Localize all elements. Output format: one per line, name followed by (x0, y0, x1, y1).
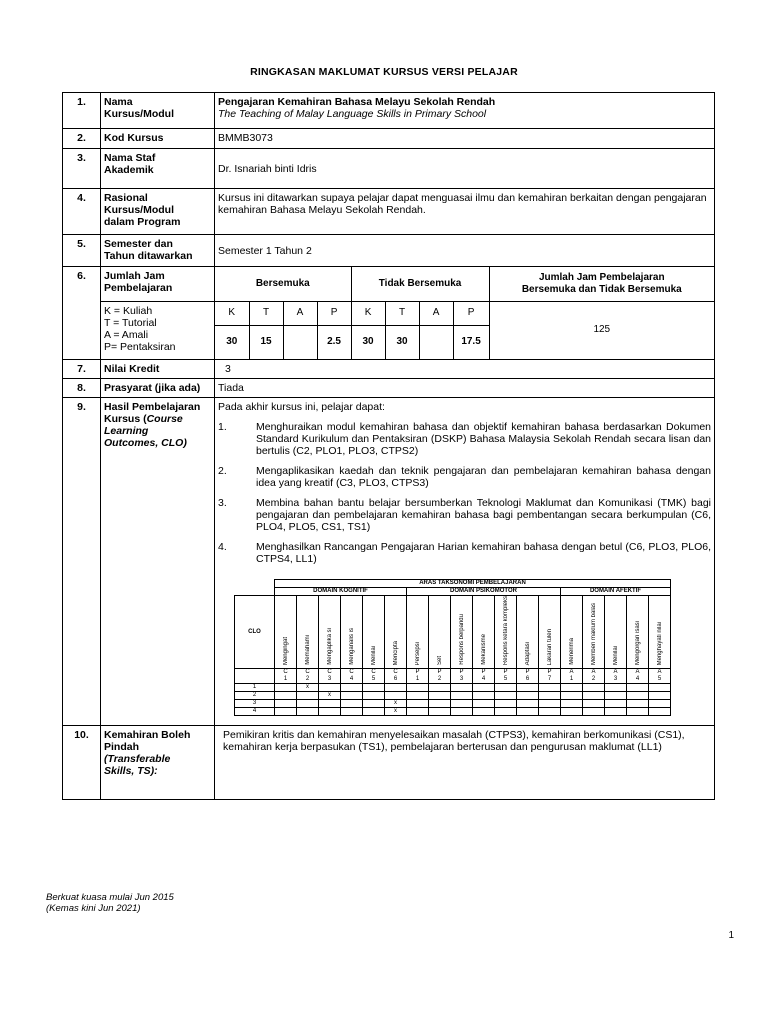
taxonomy-mark (297, 692, 319, 700)
taxonomy-mark (517, 700, 539, 708)
taxonomy-mark (473, 700, 495, 708)
taxonomy-mark (341, 700, 363, 708)
clo-header: CLO (235, 596, 275, 669)
taxonomy-mark (561, 700, 583, 708)
taxonomy-mark (539, 708, 561, 716)
taxonomy-code: C 6 (385, 669, 407, 684)
taxonomy-level: Persepsi (407, 596, 429, 669)
course-name-en: The Teaching of Malay Language Skills in Primary School (218, 108, 487, 120)
taxonomy-mark (649, 700, 671, 708)
taxonomy-mark (473, 692, 495, 700)
taxonomy-mark (495, 692, 517, 700)
row-learning-outcomes: 9. Hasil Pembelajaran Kursus (Course Learning Outcomes, CLO) Pada akhir kursus ini, pelajar dapat: 1. Menghuraikan modul kemahiran bahasa dan objektif kemahiran bahasa berdasarkan Dokumen Standard Kurikulum dan Pentaksiran (DSKP) Bahasa Malaysia Sekolah Rendah secara lisan dan bertulis (C2, PLO1, PLO3, CTPS2) 2. Mengaplikasikan kaedah dan teknik pengajaran dan pembelajaran kemahiran bahasa dengan idea yang kreatif (C3, PLO3, CTPS3) 3. Membina bahan bantu belajar bersumberkan Teknologi Maklumat dan Komunikasi (TMK) bagi pengajaran dan pembelajaran kemahiran bahasa bagi pembentangan secara berkumpulan (C6, PLO4, PLO5, CS1, TS1) 4. Menghasilkan Rancangan Pengajaran Harian kemahiran bahasa dengan betul (C6, PLO3, PLO6, CTPS4, LL1) ARAS TAKSONOMI PEMBELAJARAN DOMAIN KOGNITIF DOMAIN PSIKOMOTOR DOMAIN AFEKTIF CLO Mengingat Memahami Mengaplika si Menganalis is Menilai Mencipta Persepsi Set Respons berpandu Mekanisme Respons ketara kompleks Adaptasi Lakaran tulen Menerima Memberi maklum balas Menilai Mengorgan isasi Menghayati nilai C 1 C 2 C 3 C 4 C 5 C 6 P 1 P 2 P 3 P 4 P 5 P 6 P 7 A 1 A 2 A 3 A 4 A 5 1 x 2 x 3 x 4 x (63, 398, 715, 726)
taxonomy-level: Menilai (363, 596, 385, 669)
row-learning-hours: 6. Jumlah Jam Pembelajaran K = Kuliah T = Tutorial A = Amali P= Pentaksiran Bersemuka Tidak Bersemuka Jumlah Jam Pembelajaran Bersemuka dan Tidak Bersemuka K T A P K T A P 125 30 15 2.5 30 30 17.5 (63, 267, 715, 360)
taxonomy-mark (407, 692, 429, 700)
taxonomy-mark (583, 684, 605, 692)
course-info-table (62, 92, 715, 800)
taxonomy-mark (649, 692, 671, 700)
taxonomy-mark (275, 692, 297, 700)
taxonomy-code: A 1 (561, 669, 583, 684)
page-number: 1 (728, 930, 734, 941)
row-credit-value: 7. Nilai Kredit 3 (63, 360, 715, 379)
taxonomy-mark (561, 708, 583, 716)
taxonomy-code: P 2 (429, 669, 451, 684)
taxonomy-level: Memberi maklum balas (583, 596, 605, 669)
taxonomy-level: Respons ketara kompleks (495, 596, 517, 669)
taxonomy-row (235, 684, 671, 692)
taxonomy-mark (363, 684, 385, 692)
taxonomy-mark (451, 700, 473, 708)
taxonomy-code: P 4 (473, 669, 495, 684)
taxonomy-table (234, 579, 671, 716)
taxonomy-mark: x (297, 684, 319, 692)
row-course-name: 1. Nama Kursus/Modul Pengajaran Kemahiran Bahasa Melayu Sekolah Rendah The Teaching of Malay Language Skills in Primary School (63, 93, 715, 129)
taxonomy-mark (495, 708, 517, 716)
taxonomy-mark (539, 700, 561, 708)
taxonomy-level: Mengingat (275, 596, 297, 669)
hours-table: Bersemuka Tidak Bersemuka Jumlah Jam Pembelajaran Bersemuka dan Tidak Bersemuka K T A P K T A P 125 30 15 2.5 30 30 17.5 (215, 267, 714, 359)
taxonomy-mark (605, 684, 627, 692)
taxonomy-mark (495, 700, 517, 708)
taxonomy-mark (341, 684, 363, 692)
taxonomy-mark (341, 708, 363, 716)
footer-note: Berkuat kuasa mulai Jun 2015 (Kemas kini Jun 2021) (46, 892, 174, 914)
taxonomy-level: Menganalis is (341, 596, 363, 669)
taxonomy-mark (539, 684, 561, 692)
domain-afektif: DOMAIN AFEKTIF (561, 588, 671, 596)
clo-intro: Pada akhir kursus ini, pelajar dapat: (218, 401, 385, 413)
taxonomy-row (235, 708, 671, 716)
total-hours: 125 (489, 301, 714, 359)
taxonomy-mark (275, 700, 297, 708)
taxonomy-code: C 1 (275, 669, 297, 684)
document-title: RINGKASAN MAKLUMAT KURSUS VERSI PELAJAR (250, 66, 518, 78)
taxonomy-code: P 1 (407, 669, 429, 684)
taxonomy-level: Menilai (605, 596, 627, 669)
taxonomy-mark: x (385, 708, 407, 716)
taxonomy-mark (627, 708, 649, 716)
taxonomy-mark (649, 684, 671, 692)
taxonomy-mark (517, 684, 539, 692)
taxonomy-mark (605, 708, 627, 716)
taxonomy-level: Lakaran tulen (539, 596, 561, 669)
taxonomy-level: Set (429, 596, 451, 669)
taxonomy-code: P 6 (517, 669, 539, 684)
taxonomy-code: P 7 (539, 669, 561, 684)
taxonomy-row (235, 700, 671, 708)
taxonomy-mark (627, 684, 649, 692)
taxonomy-level: Mengaplika si (319, 596, 341, 669)
taxonomy-code: P 3 (451, 669, 473, 684)
taxonomy-mark (407, 708, 429, 716)
taxonomy-mark (275, 708, 297, 716)
taxonomy-mark (451, 708, 473, 716)
semester-value: Semester 1 Tahun 2 (215, 235, 715, 267)
row-transferable-skills: 10. Kemahiran Boleh Pindah (Transferable Skills, TS): Pemikiran kritis dan kemahiran menyelesaikan masalah (CTPS3), kemahiran berkomunikasi (CS1), kemahiran kerja berpasukan (TS1), pembelajaran berterusan dan pengurusan maklumat (LL1) (63, 726, 715, 800)
taxonomy-mark (341, 692, 363, 700)
hours-legend: K = Kuliah T = Tutorial A = Amali P= Pentaksiran (104, 305, 176, 353)
row-prerequisite: 8. Prasyarat (jika ada) Tiada (63, 379, 715, 398)
course-name-ms: Pengajaran Kemahiran Bahasa Melayu Sekolah Rendah (218, 96, 496, 108)
taxonomy-level: Menerima (561, 596, 583, 669)
credit-value: 3 (215, 360, 715, 379)
domain-psikomotor: DOMAIN PSIKOMOTOR (407, 588, 561, 596)
taxonomy-mark (407, 684, 429, 692)
taxonomy-mark (495, 684, 517, 692)
taxonomy-mark (297, 700, 319, 708)
taxonomy-clo-number: 4 (235, 708, 275, 716)
taxonomy-mark (605, 692, 627, 700)
taxonomy-code: C 3 (319, 669, 341, 684)
taxonomy-clo-number: 3 (235, 700, 275, 708)
taxonomy-mark (429, 684, 451, 692)
taxonomy-level: Adaptasi (517, 596, 539, 669)
taxonomy-code: A 3 (605, 669, 627, 684)
taxonomy-mark: x (319, 692, 341, 700)
taxonomy-title: ARAS TAKSONOMI PEMBELAJARAN (275, 580, 671, 588)
prerequisite-value: Tiada (215, 379, 715, 398)
row-academic-staff: 3. Nama Staf Akademik Dr. Isnariah binti Idris (63, 149, 715, 189)
taxonomy-clo-number: 1 (235, 684, 275, 692)
taxonomy-mark (627, 692, 649, 700)
taxonomy-mark (473, 684, 495, 692)
row-rationale: 4. Rasional Kursus/Modul dalam Program Kursus ini ditawarkan supaya pelajar dapat menguasai ilmu dan kemahiran berkaitan dengan pengajaran kemahiran Bahasa Melayu Sekolah Rendah. (63, 189, 715, 235)
transferable-skills-text: Pemikiran kritis dan kemahiran menyelesaikan masalah (CTPS3), kemahiran berkomunikasi (CS1), kemahiran kerja berpasukan (TS1), pembelajaran berterusan dan pengurusan maklumat (LL1) (215, 726, 715, 800)
staff-name: Dr. Isnariah binti Idris (215, 149, 715, 189)
taxonomy-mark (385, 684, 407, 692)
taxonomy-code: C 4 (341, 669, 363, 684)
taxonomy-mark (517, 708, 539, 716)
taxonomy-row (235, 692, 671, 700)
row-course-code: 2. Kod Kursus BMMB3073 (63, 129, 715, 149)
clo-list (218, 421, 711, 565)
taxonomy-mark (407, 700, 429, 708)
taxonomy-mark (297, 708, 319, 716)
taxonomy-level: Mencipta (385, 596, 407, 669)
taxonomy-mark (561, 692, 583, 700)
taxonomy-mark (319, 700, 341, 708)
taxonomy-mark (517, 692, 539, 700)
taxonomy-mark (583, 700, 605, 708)
taxonomy-mark (319, 708, 341, 716)
list-item: 4. Menghasilkan Rancangan Pengajaran Harian kemahiran bahasa dengan betul (C6, PLO3, PLO6, CTPS4, LL1) (218, 541, 711, 565)
taxonomy-level: Respons berpandu (451, 596, 473, 669)
taxonomy-mark (583, 692, 605, 700)
taxonomy-mark (385, 692, 407, 700)
taxonomy-mark (429, 692, 451, 700)
taxonomy-level: Menghayati nilai (649, 596, 671, 669)
taxonomy-level: Mengorgan isasi (627, 596, 649, 669)
taxonomy-level: Mekanisme (473, 596, 495, 669)
taxonomy-code: P 5 (495, 669, 517, 684)
taxonomy-mark: x (385, 700, 407, 708)
taxonomy-mark (605, 700, 627, 708)
taxonomy-code: C 5 (363, 669, 385, 684)
taxonomy-mark (429, 708, 451, 716)
taxonomy-mark (539, 692, 561, 700)
taxonomy-mark (561, 684, 583, 692)
taxonomy-code: A 5 (649, 669, 671, 684)
taxonomy-mark (363, 692, 385, 700)
taxonomy-mark (429, 700, 451, 708)
list-item: 1. Menghuraikan modul kemahiran bahasa dan objektif kemahiran bahasa berdasarkan Dokumen Standard Kurikulum dan Pentaksiran (DSKP) Bahasa Malaysia Sekolah Rendah secara lisan dan bertulis (C2, PLO1, PLO3, CTPS2) (218, 421, 711, 457)
taxonomy-mark (319, 684, 341, 692)
row-semester: 5. Semester dan Tahun ditawarkan Semester 1 Tahun 2 (63, 235, 715, 267)
taxonomy-mark (451, 692, 473, 700)
list-item: 2. Mengaplikasikan kaedah dan teknik pengajaran dan pembelajaran kemahiran bahasa dengan idea yang kreatif (C3, PLO3, CTPS3) (218, 465, 711, 489)
taxonomy-code: A 4 (627, 669, 649, 684)
taxonomy-code: A 2 (583, 669, 605, 684)
taxonomy-mark (275, 684, 297, 692)
taxonomy-clo-number: 2 (235, 692, 275, 700)
taxonomy-mark (473, 708, 495, 716)
taxonomy-mark (627, 700, 649, 708)
domain-kognitif: DOMAIN KOGNITIF (275, 588, 407, 596)
rationale-text: Kursus ini ditawarkan supaya pelajar dapat menguasai ilmu dan kemahiran berkaitan dengan pengajaran kemahiran Bahasa Melayu Sekolah Rendah. (215, 189, 715, 235)
taxonomy-mark (451, 684, 473, 692)
list-item: 3. Membina bahan bantu belajar bersumberkan Teknologi Maklumat dan Komunikasi (TMK) bagi pengajaran dan pembelajaran kemahiran bahasa bagi pembentangan secara berkumpulan (C6, PLO4, PLO5, CS1, TS1) (218, 497, 711, 533)
taxonomy-mark (363, 708, 385, 716)
course-code: BMMB3073 (215, 129, 715, 149)
taxonomy-code: C 2 (297, 669, 319, 684)
taxonomy-mark (583, 708, 605, 716)
taxonomy-level: Memahami (297, 596, 319, 669)
taxonomy-mark (649, 708, 671, 716)
taxonomy-mark (363, 700, 385, 708)
